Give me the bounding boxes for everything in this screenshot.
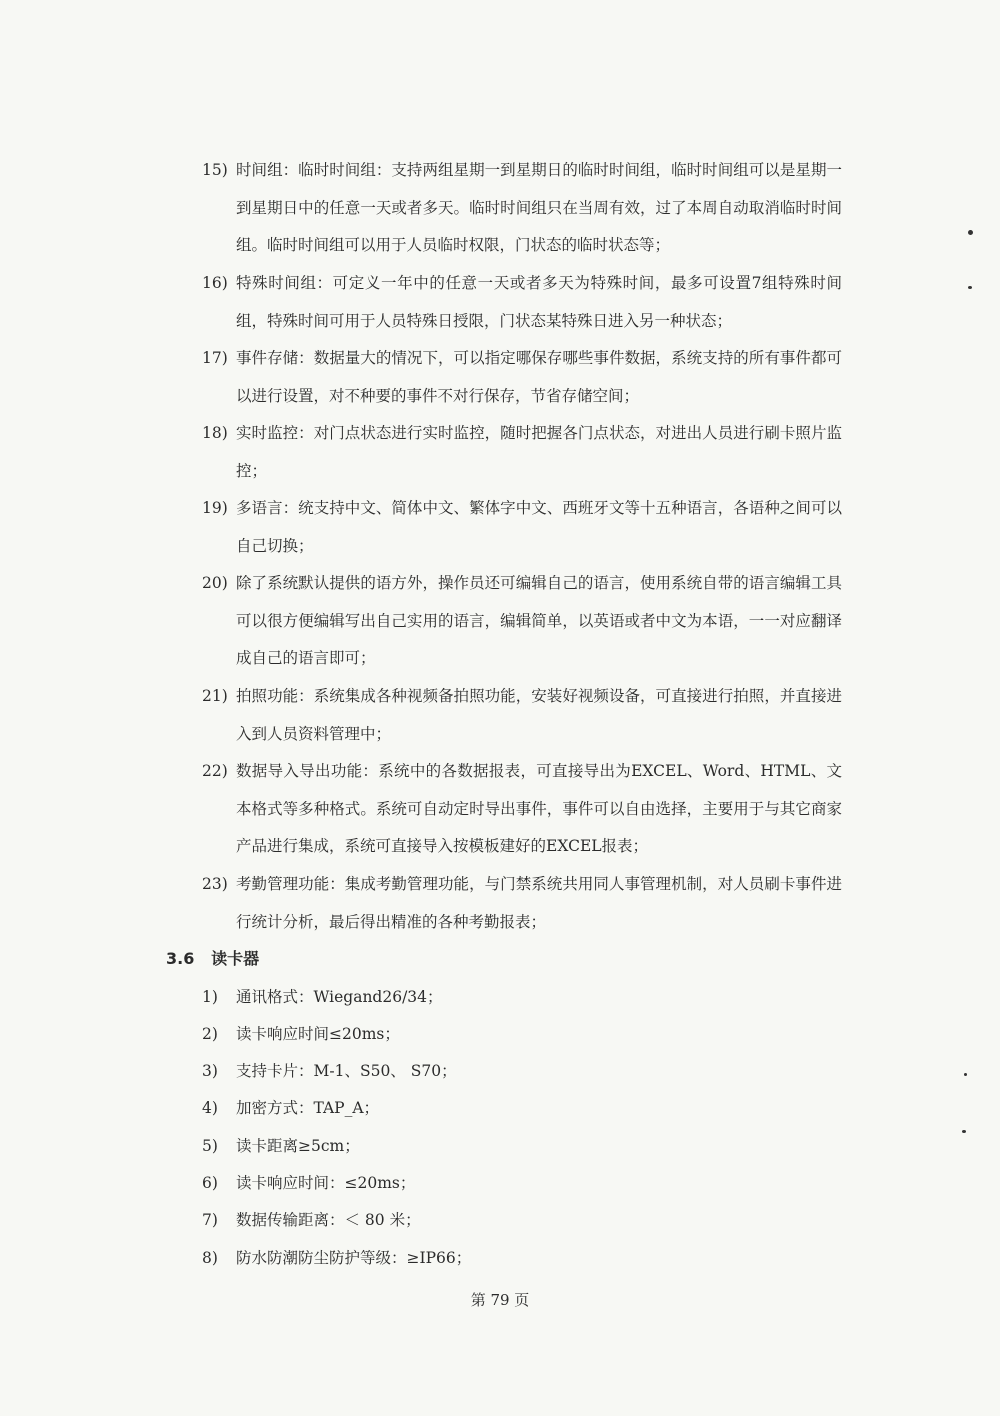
- scan-speck: [964, 1073, 967, 1076]
- item-number: 16): [202, 274, 228, 292]
- item-number: 17): [202, 349, 228, 367]
- item-text: 读卡距离≥5cm；: [236, 1137, 360, 1155]
- item-number: 6): [202, 1174, 218, 1192]
- spec-item: [202, 1091, 802, 1125]
- item-text: 加密方式：TAP_A；: [236, 1099, 380, 1117]
- item-text: 事件存储：数据量大的情况下，可以指定哪保存哪些事件数据，系统支持的所有事件都可以进行设置，对不种要的事件不对行保存，节省存储空间；: [236, 349, 842, 405]
- scan-speck: [968, 286, 972, 289]
- item-text: 除了系统默认提供的语方外，操作员还可编辑自己的语言，使用系统自带的语言编辑工具可以很方便编辑写出自己实用的语言，编辑简单，以英语或者中文为本语，一一对应翻译成自己的语言即可；: [236, 574, 842, 667]
- scan-speck: [968, 230, 973, 235]
- item-text: 实时监控：对门点状态进行实时监控，随时把握各门点状态，对进出人员进行刷卡照片监控；: [236, 424, 842, 480]
- item-number: 3): [202, 1062, 218, 1080]
- list-item: [202, 565, 842, 678]
- item-number: 22): [202, 762, 228, 780]
- item-number: 7): [202, 1211, 218, 1229]
- item-number: 2): [202, 1025, 218, 1043]
- spec-item: [202, 1129, 802, 1163]
- item-number: 20): [202, 574, 228, 592]
- item-text: 读卡响应时间：≤20ms；: [236, 1174, 416, 1192]
- list-item: [202, 415, 842, 490]
- item-text: 时间组：临时时间组：支持两组星期一到星期日的临时时间组，临时时间组可以是星期一到星期日中的任意一天或者多天。临时时间组只在当周有效，过了本周自动取消临时时间组。临时时间组可以用于人员临时权限，门状态的临时状态等；: [236, 161, 842, 254]
- list-item: [202, 340, 842, 415]
- spec-item: [202, 1203, 802, 1237]
- list-item: [202, 265, 842, 340]
- item-text: 防水防潮防尘防护等级：≥IP66；: [236, 1249, 472, 1267]
- item-number: 8): [202, 1249, 218, 1267]
- list-item: [202, 490, 842, 565]
- item-text: 多语言：统支持中文、简体中文、繁体字中文、西班牙文等十五种语言，各语种之间可以自己切换；: [236, 499, 842, 555]
- spec-item: [202, 980, 802, 1014]
- section-heading: [166, 942, 259, 976]
- scan-speck: [962, 1130, 966, 1133]
- spec-item: [202, 1166, 802, 1200]
- list-item: [202, 678, 842, 753]
- spec-item: [202, 1017, 802, 1051]
- spec-item: [202, 1241, 802, 1275]
- spec-item: [202, 1054, 802, 1088]
- list-item: [202, 866, 842, 941]
- item-text: 拍照功能：系统集成各种视频备拍照功能，安装好视频设备，可直接进行拍照，并直接进入到人员资料管理中；: [236, 687, 842, 743]
- item-text: 支持卡片：M-1、S50、 S70；: [236, 1062, 457, 1080]
- item-number: 15): [202, 161, 228, 179]
- item-number: 18): [202, 424, 228, 442]
- item-text: 数据导入导出功能：系统中的各数据报表，可直接导出为EXCEL、Word、HTML、文本格式等多种格式。系统可自动定时导出事件，事件可以自由选择，主要用于与其它商家产品进行集成，系统可直接导入按模板建好的EXCEL报表；: [236, 762, 842, 855]
- item-number: 21): [202, 687, 228, 705]
- item-number: 23): [202, 875, 228, 893]
- list-item: [202, 753, 842, 866]
- item-number: 4): [202, 1099, 218, 1117]
- item-number: 19): [202, 499, 228, 517]
- section-number: 3.6: [166, 949, 195, 968]
- item-text: 通讯格式：Wiegand26/34；: [236, 988, 443, 1006]
- item-text: 数据传输距离：＜ 80 米；: [236, 1211, 421, 1229]
- item-text: 特殊时间组：可定义一年中的任意一天或者多天为特殊时间，最多可设置7组特殊时间组，特殊时间可用于人员特殊日授限，门状态某特殊日进入另一种状态；: [236, 274, 842, 330]
- item-number: 5): [202, 1137, 218, 1155]
- item-text: 读卡响应时间≤20ms；: [236, 1025, 400, 1043]
- page-number: 第 79 页: [470, 1291, 530, 1309]
- item-number: 1): [202, 988, 218, 1006]
- section-title: 读卡器: [211, 949, 260, 968]
- item-text: 考勤管理功能：集成考勤管理功能，与门禁系统共用同人事管理机制，对人员刷卡事件进行统计分析，最后得出精准的各种考勤报表；: [236, 875, 842, 931]
- list-item: [202, 152, 842, 265]
